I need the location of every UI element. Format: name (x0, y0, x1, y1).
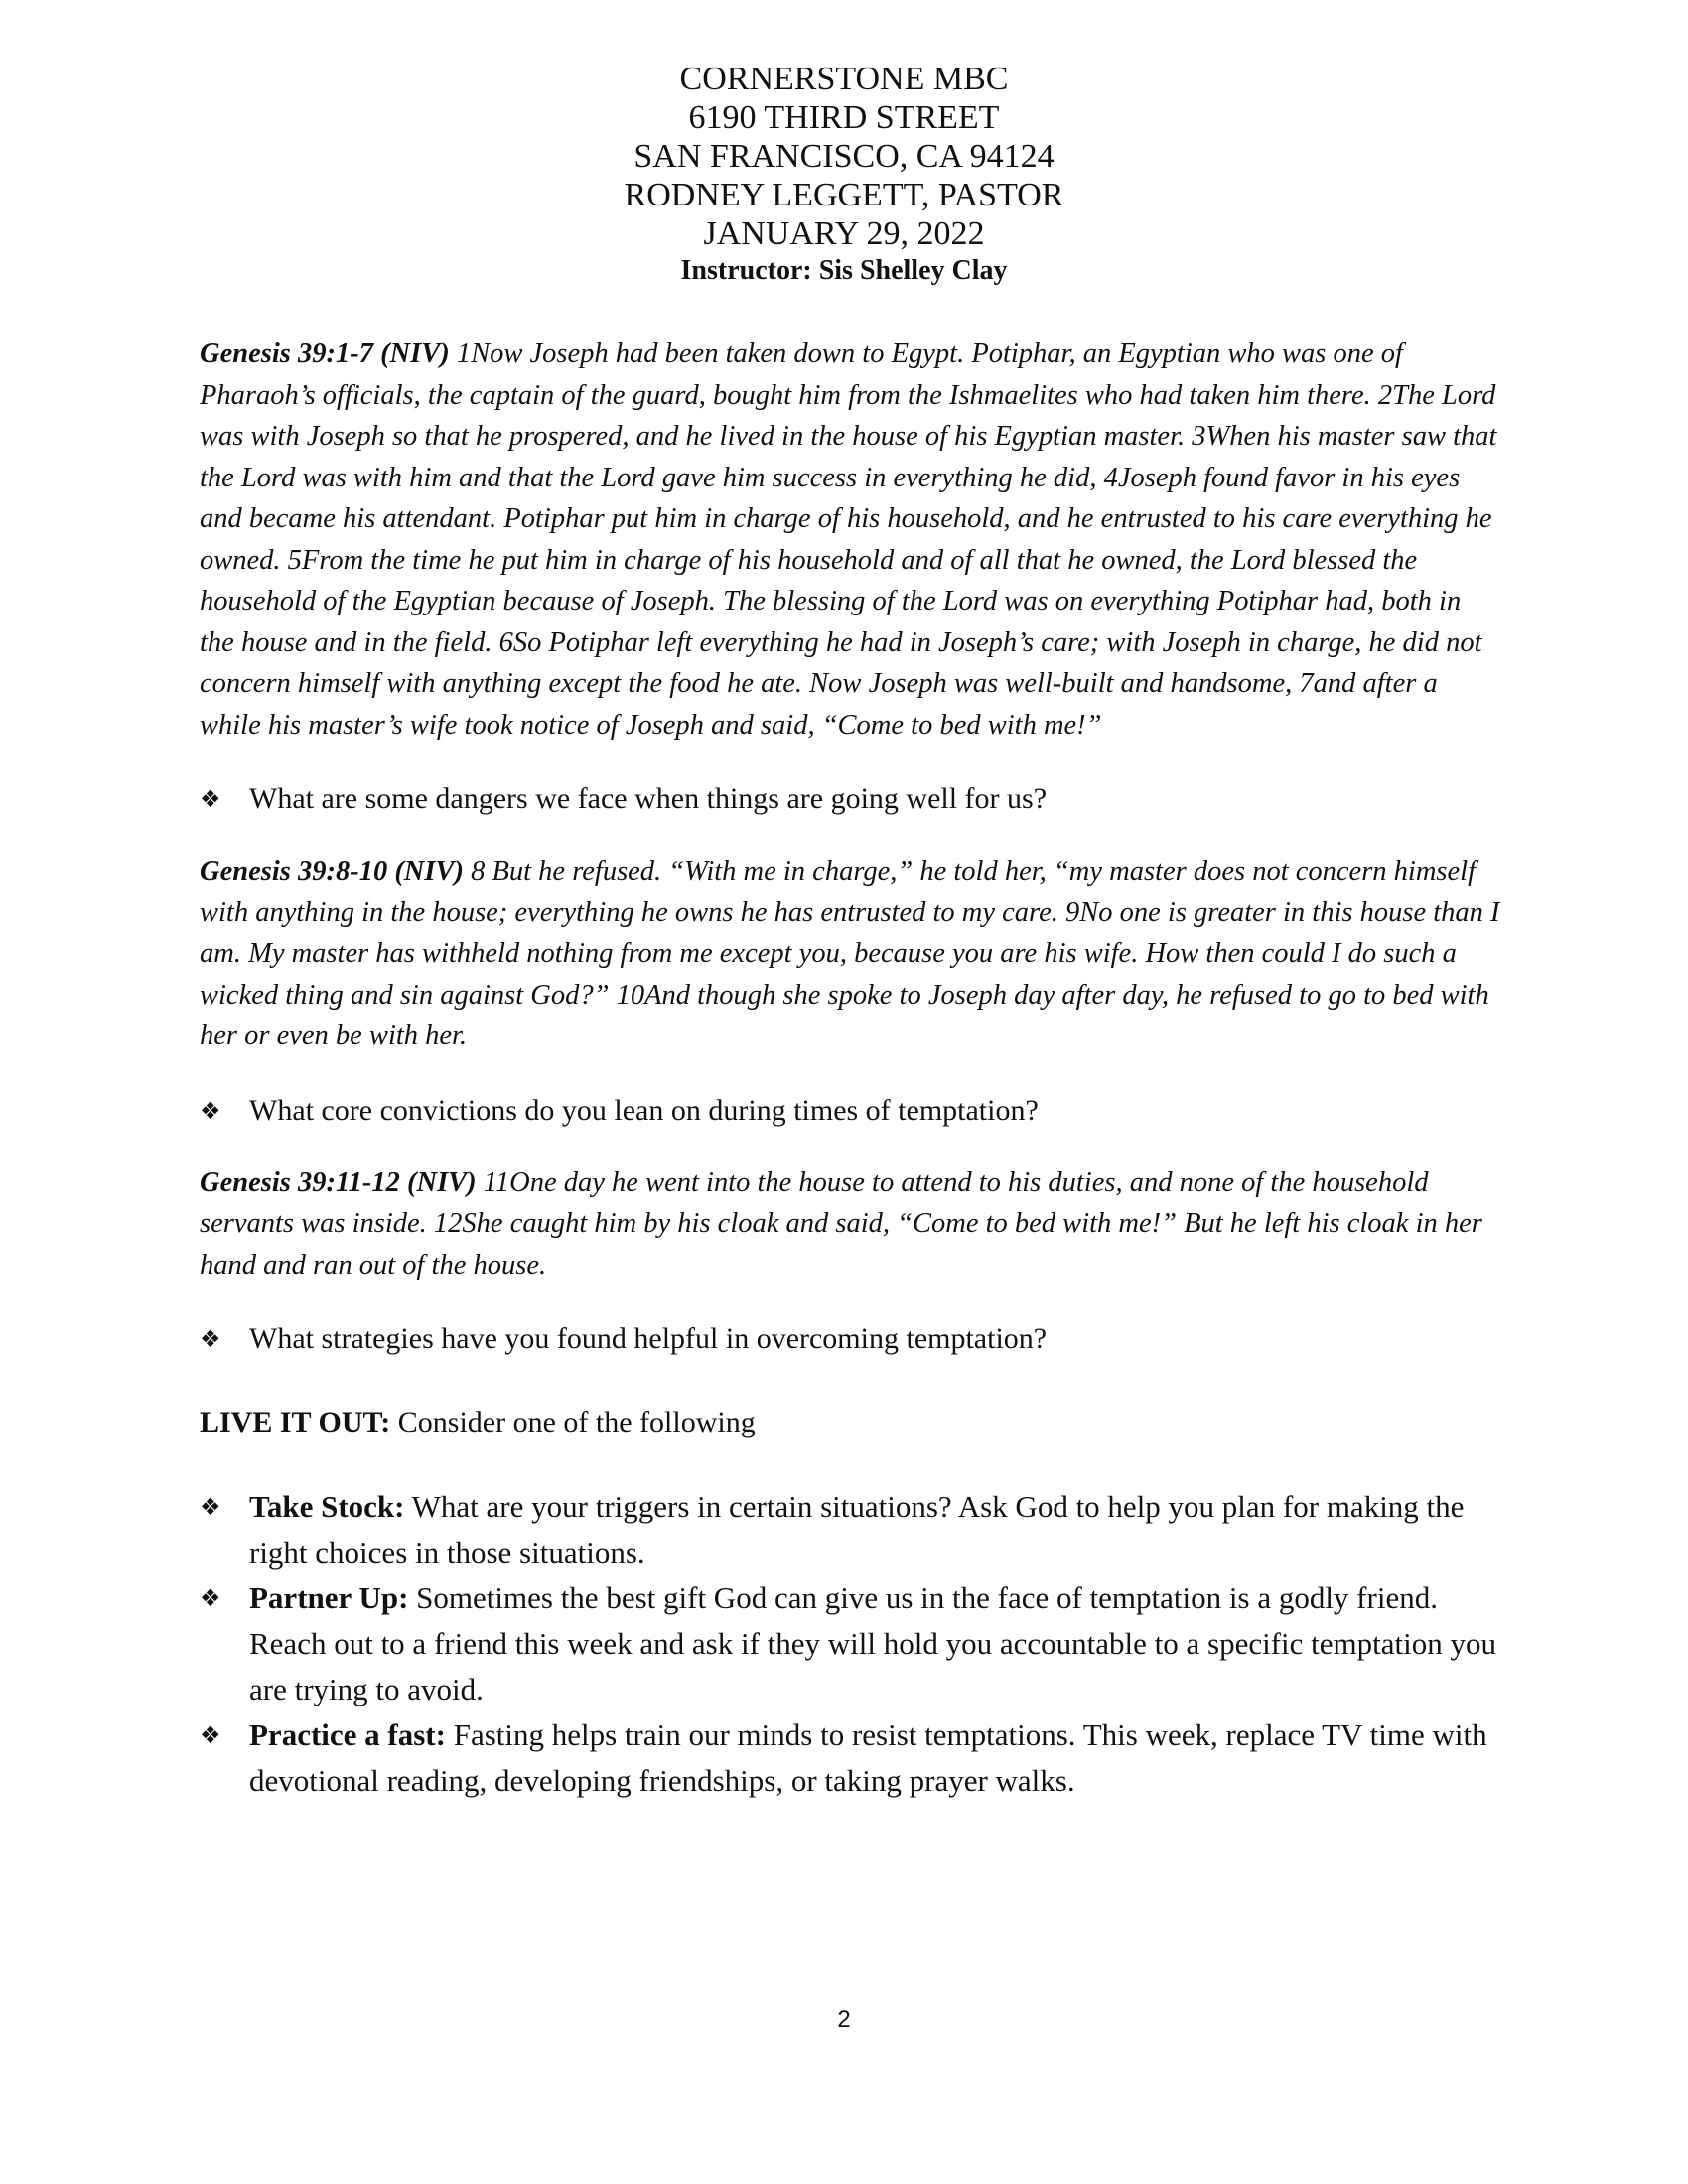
scripture-passage-1 (200, 334, 1500, 746)
action-title: Partner Up: (249, 1580, 409, 1615)
question-text: What strategies have you found helpful in overcoming temptation? (249, 1322, 1048, 1355)
live-it-out-text: Consider one of the following (390, 1406, 756, 1438)
church-pastor: RODNEY LEGGETT, PASTOR (624, 177, 1064, 213)
question-text: What are some dangers we face when things are going well for us? (249, 782, 1048, 815)
scripture-text: 8 But he refused. “With me in charge,” he told her, “my master does not concern himself with anything in the house; everything he owns he has entrusted to my care. 9No one is greater in this house than I am. My master has withheld nothing from me except you, because you are his wife. How then could I do such a wicked thing and sin against God?” 10And though she spoke to Joseph day after day, he refused to go to bed with her or even be with her. (200, 856, 1500, 1051)
action-text: Fasting helps train our minds to resist temptations. This week, replace TV time with devotional reading, developing friendships, or taking prayer walks. (249, 1717, 1487, 1798)
scripture-text: 1Now Joseph had been taken down to Egypt. Potiphar, an Egyptian who was one of Pharaoh’s officials, the captain of the guard, bought him from the Ishmaelites who had taken him there. 2The Lord was with Joseph so that he prospered, and he lived in the house of his Egyptian master. 3When his master saw that the Lord was with him and that the Lord gave him success in everything he did, 4Joseph found favor in his eyes and became his attendant. Potiphar put him in charge of his household, and he entrusted to his care everything he owned. 5From the time he put him in charge of his household and of all that he owned, the Lord blessed the household of the Egyptian because of Joseph. The blessing of the Lord was on everything Potiphar had, both in the house and in the field. 6So Potiphar left everything he had in Joseph’s care; with Joseph in charge, he did not concern himself with anything except the food he ate. Now Joseph was well-built and handsome, 7and after a while his master’s wife took notice of Joseph and said, “Come to bed with me!” (200, 339, 1497, 741)
lesson-content (200, 334, 1500, 1804)
church-name: CORNERSTONE MBC (679, 61, 1009, 97)
scripture-passage-2 (200, 851, 1500, 1057)
diamond-bullet-icon: ❖ (200, 1325, 221, 1353)
diamond-bullet-icon: ❖ (200, 1721, 221, 1749)
action-text: Sometimes the best gift God can give us in the face of temptation is a godly friend. Reach out to a friend this week and ask if they will hold you accountable to a specific temptation you are trying to avoid. (249, 1580, 1496, 1706)
action-item-practice-fast (200, 1712, 1500, 1804)
action-item-partner-up (200, 1575, 1500, 1712)
church-street: 6190 THIRD STREET (688, 99, 1000, 136)
instructor-line: Instructor: Sis Shelley Clay (680, 255, 1008, 286)
scripture-reference: Genesis 39:11-12 (NIV) (200, 1166, 477, 1198)
action-text: What are your triggers in certain situations? Ask God to help you plan for making the right choices in those situations. (249, 1489, 1465, 1570)
scripture-reference: Genesis 39:8-10 (NIV) (200, 856, 464, 887)
question-text: What core convictions do you lean on during times of temptation? (249, 1093, 1039, 1127)
discussion-question-1 (200, 777, 1500, 821)
action-title: Take Stock: (249, 1489, 405, 1524)
scripture-text: 11One day he went into the house to attend to his duties, and none of the household servants was inside. 12She caught him by his cloak and said, “Come to bed with me!” But he left his cloak in her hand and ran out of the house. (200, 1166, 1482, 1281)
diamond-bullet-icon: ❖ (200, 785, 221, 813)
live-it-out-heading (200, 1401, 1500, 1444)
scripture-reference: Genesis 39:1-7 (NIV) (200, 339, 450, 369)
church-header (0, 60, 1688, 289)
page-number: 2 (837, 2006, 851, 2033)
discussion-question-2 (200, 1089, 1500, 1133)
discussion-question-3 (200, 1317, 1500, 1361)
diamond-bullet-icon: ❖ (200, 1584, 221, 1612)
action-item-take-stock (200, 1484, 1500, 1575)
action-title: Practice a fast: (249, 1717, 446, 1752)
diamond-bullet-icon: ❖ (200, 1096, 221, 1125)
lesson-date: JANUARY 29, 2022 (703, 215, 985, 252)
scripture-passage-3 (200, 1162, 1500, 1287)
church-city: SAN FRANCISCO, CA 94124 (633, 138, 1055, 175)
diamond-bullet-icon: ❖ (200, 1493, 221, 1521)
live-it-out-label: LIVE IT OUT: (200, 1406, 391, 1438)
